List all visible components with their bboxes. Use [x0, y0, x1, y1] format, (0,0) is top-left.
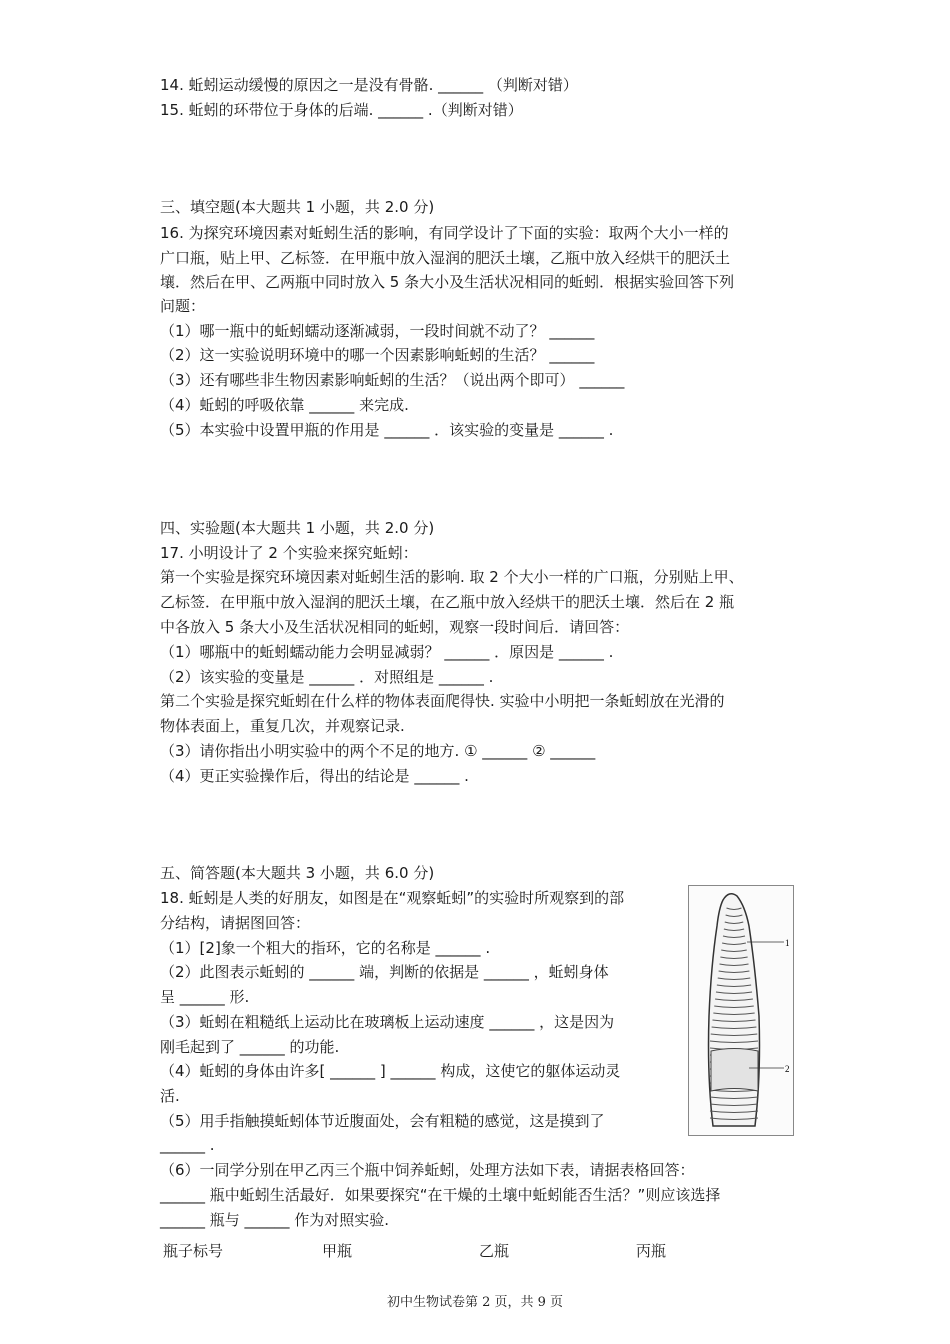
question-15: 15. 蚯蚓的环带位于身体的后端. ______ .（判断对错） — [160, 101, 523, 119]
question-16-line: 16. 为探究环境因素对蚯蚓生活的影响，有同学设计了下面的实验：取两个大小一样的 — [160, 224, 729, 242]
section-4-heading: 四、实验题(本大题共 1 小题，共 2.0 分) — [160, 519, 435, 537]
question-17-line: 17. 小明设计了 2 个实验来探究蚯蚓： — [160, 544, 418, 562]
question-17-line: 第二个实验是探究蚯蚓在什么样的物体表面爬得快. 实验中小明把一条蚯蚓放在光滑的 — [160, 692, 725, 710]
question-16-line: （3）还有哪些非生物因素影响蚯蚓的生活？（说出两个即可） ______ — [160, 371, 625, 389]
question-18-line: ______ 瓶与 ______ 作为对照实验. — [160, 1211, 390, 1229]
earthworm-figure — [688, 885, 794, 1136]
question-17-line: 中各放入 5 条大小及生活状况相同的蚯蚓，观察一段时间后．请回答： — [160, 618, 630, 636]
section-5-heading: 五、简答题(本大题共 3 小题，共 6.0 分) — [160, 864, 435, 882]
question-16-line: （2）这一实验说明环境中的哪一个因素影响蚯蚓的生活？ ______ — [160, 346, 595, 364]
question-18-line: 活. — [160, 1087, 180, 1105]
page-footer: 初中生物试卷第 2 页，共 9 页 — [386, 1295, 564, 1310]
question-18-line: 呈 ______ 形. — [160, 988, 250, 1006]
question-17-line: 第一个实验是探究环境因素对蚯蚓生活的影响. 取 2 个大小一样的广口瓶，分别贴上甲、 — [160, 568, 744, 586]
question-18-line: （3）蚯蚓在粗糙纸上运动比在玻璃板上运动速度 ______ ，这是因为 — [160, 1013, 615, 1031]
figure-label-1: 1 — [785, 938, 790, 948]
question-18-line: 刚毛起到了 ______ 的功能. — [160, 1038, 340, 1056]
table-header-cell: 乙瓶 — [479, 1242, 510, 1260]
earthworm-drawing — [689, 886, 793, 1135]
question-16-line: （5）本实验中设置甲瓶的作用是 ______ ．该实验的变量是 ______ . — [160, 421, 614, 439]
table-header-cell: 丙瓶 — [636, 1242, 667, 1260]
section-3-heading: 三、填空题(本大题共 1 小题，共 2.0 分) — [160, 198, 435, 216]
question-16-line: （1）哪一瓶中的蚯蚓蠕动逐渐减弱，一段时间就不动了？ ______ — [160, 322, 595, 340]
figure-label-2: 2 — [785, 1064, 790, 1074]
question-18-line: （5）用手指触摸蚯蚓体节近腹面处，会有粗糙的感觉，这是摸到了 — [160, 1112, 605, 1130]
table-header-cell: 瓶子标号 — [163, 1242, 224, 1260]
question-18-line: 分结构，请据图回答： — [160, 914, 311, 932]
question-18-line: （4）蚯蚓的身体由许多[ ______ ] ______ 构成，这使它的躯体运动灵 — [160, 1062, 621, 1080]
question-18-line: ______ . — [160, 1136, 215, 1154]
question-18-line: （2）此图表示蚯蚓的 ______ 端，判断的依据是 ______ ，蚯蚓身体 — [160, 963, 609, 981]
question-18-line: 18. 蚯蚓是人类的好朋友，如图是在“观察蚯蚓”的实验时所观察到的部 — [160, 889, 625, 907]
question-14: 14. 蚯蚓运动缓慢的原因之一是没有骨骼. ______ （判断对错） — [160, 76, 578, 94]
question-17-line: （3）请你指出小明实验中的两个不足的地方. ① ______ ② ______ — [160, 742, 596, 760]
question-18-line: （6）一同学分别在甲乙丙三个瓶中饲养蚯蚓，处理方法如下表，请据表格回答： — [160, 1161, 695, 1179]
question-18-line: ______ 瓶中蚯蚓生活最好．如果要探究“在干燥的土壤中蚯蚓能否生活？”则应该选择 — [160, 1186, 721, 1204]
question-17-line: 乙标签．在甲瓶中放入湿润的肥沃土壤，在乙瓶中放入经烘干的肥沃土壤．然后在 2 瓶 — [160, 593, 735, 611]
question-16-line: 壤．然后在甲、乙两瓶中同时放入 5 条大小及生活状况相同的蚯蚓．根据实验回答下列 — [160, 273, 735, 291]
question-16-line: 广口瓶，贴上甲、乙标签．在甲瓶中放入湿润的肥沃土壤，乙瓶中放入经烘干的肥沃土 — [160, 249, 731, 267]
question-17-line: （2）该实验的变量是 ______ ．对照组是 ______ . — [160, 668, 494, 686]
question-18-line: （1）[2]象一个粗大的指环，它的名称是 ______ . — [160, 939, 491, 957]
table-header-cell: 甲瓶 — [322, 1242, 353, 1260]
question-17-line: （4）更正实验操作后，得出的结论是 ______ . — [160, 767, 469, 785]
question-17-line: （1）哪瓶中的蚯蚓蠕动能力会明显减弱？ ______ ．原因是 ______ . — [160, 643, 614, 661]
question-17-line: 物体表面上，重复几次，并观察记录. — [160, 717, 405, 735]
question-16-line: 问题： — [160, 297, 206, 315]
question-16-line: （4）蚯蚓的呼吸依靠 ______ 来完成. — [160, 396, 409, 414]
